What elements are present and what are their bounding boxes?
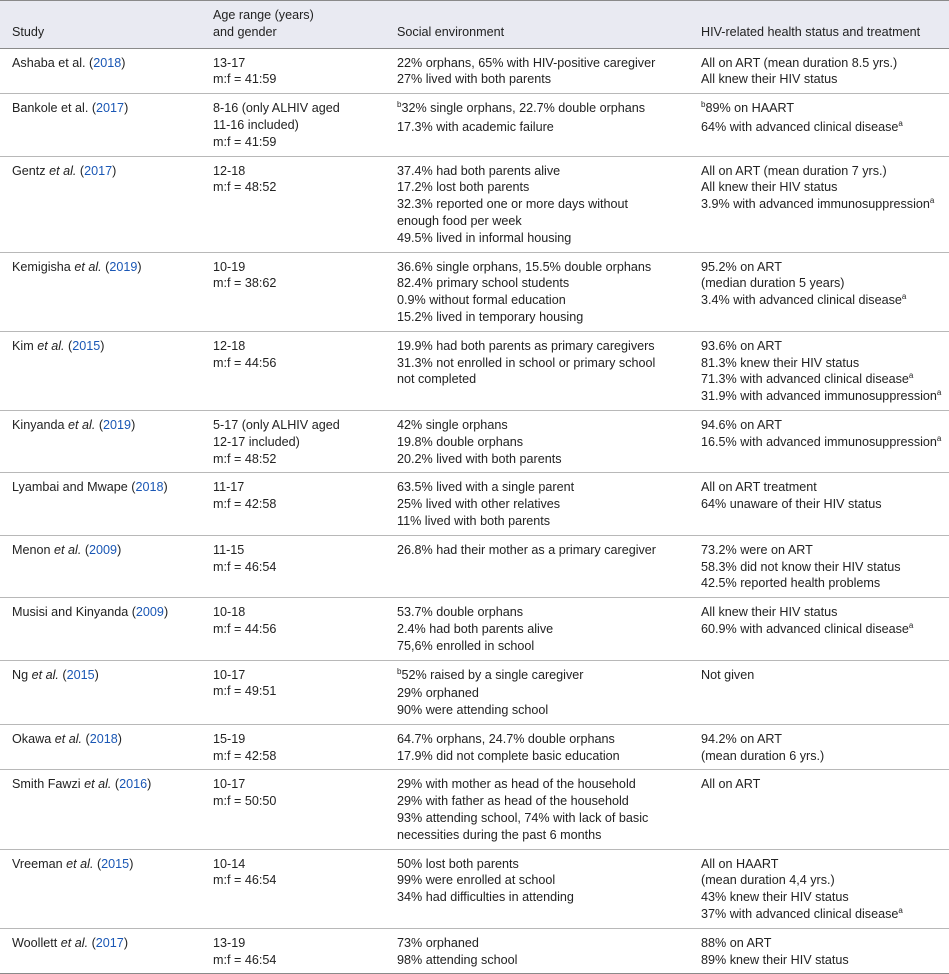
- footnote-a: a: [898, 905, 903, 915]
- footnote-a: a: [929, 195, 935, 205]
- footnote-a: a: [936, 387, 942, 397]
- social-cell: 37.4% had both parents alive 17.2% lost both parents 32.3% reported one or more days without enough food per week 49.5% lived in informal housing: [397, 163, 629, 245]
- hiv-cell: All on HAART (mean duration 4,4 yrs.) 43% knew their HIV status 37% with advanced clinical disease$^a$: [701, 856, 903, 922]
- footnote-a: a: [908, 620, 914, 630]
- year-link[interactable]: 2018: [93, 55, 122, 70]
- footnote-a: a: [901, 291, 907, 301]
- hiv-cell: 88% on ART 89% knew their HIV status: [701, 935, 849, 967]
- hiv-cell: 94.6% on ART 16.5% with advanced immunosuppression$^a$: [701, 417, 942, 449]
- table-row: [0, 331, 949, 410]
- footnote-b: b: [397, 666, 402, 676]
- year-link[interactable]: 2016: [119, 777, 148, 792]
- footnote-b: b: [701, 100, 706, 110]
- table-row: [0, 598, 949, 660]
- study-cell: Woollett et al. (2017): [12, 935, 129, 950]
- social-cell: 22% orphans, 65% with HIV-positive caregiver 27% lived with both parents: [397, 55, 656, 87]
- study-cell: Lyambai and Mwape (2018): [12, 480, 168, 495]
- social-cell: 36.6% single orphans, 15.5% double orphans 82.4% primary school students 0.9% without formal education 15.2% lived in temporary housing: [397, 259, 652, 324]
- age-cell: 12-18 m:f = 44:56: [213, 338, 277, 370]
- study-cell: Musisi and Kinyanda (2009): [12, 605, 169, 620]
- age-cell: 11-15 m:f = 46:54: [213, 542, 277, 574]
- social-cell: 73% orphaned 98% attending school: [397, 935, 518, 967]
- study-cell: Smith Fawzi et al. (2016): [12, 777, 152, 792]
- year-link[interactable]: 2015: [101, 856, 130, 871]
- study-cell: Kemigisha et al. (2019): [12, 259, 142, 274]
- age-cell: 10-14 m:f = 46:54: [213, 856, 277, 888]
- study-cell: Vreeman et al. (2015): [12, 856, 134, 871]
- year-link[interactable]: 2009: [89, 542, 118, 557]
- table-row: [0, 660, 949, 724]
- table-row: [0, 928, 949, 974]
- table-row: [0, 535, 949, 597]
- age-cell: 10-17 m:f = 50:50: [213, 777, 277, 809]
- study-cell: Menon et al. (2009): [12, 542, 122, 557]
- age-cell: 12-18 m:f = 48:52: [213, 163, 277, 195]
- year-link[interactable]: 2015: [72, 338, 101, 353]
- year-link[interactable]: 2017: [96, 101, 125, 116]
- table-row: [0, 770, 949, 849]
- table-row: [0, 473, 949, 535]
- study-cell: Kim et al. (2015): [12, 338, 105, 353]
- header-age-gender: Age range (years) and gender: [213, 8, 314, 39]
- age-cell: 11-17 m:f = 42:58: [213, 480, 277, 512]
- footnote-a: a: [936, 433, 942, 443]
- header-social-environment: Social environment: [397, 24, 505, 39]
- hiv-cell: 93.6% on ART 81.3% knew their HIV status 71.3% with advanced clinical disease$^a$ 31.9% with advanced immunosuppression$^a$: [701, 338, 942, 404]
- header-hiv-status: HIV-related health status and treatment: [701, 24, 921, 39]
- table-row: [0, 410, 949, 472]
- year-link[interactable]: 2017: [84, 163, 113, 178]
- age-cell: 15-19 m:f = 42:58: [213, 731, 277, 763]
- age-cell: 5-17 (only ALHIV aged 12-17 included) m:f = 48:52: [213, 417, 340, 466]
- hiv-cell: $^b$89% on HAART 64% with advanced clinical disease$^a$: [701, 100, 903, 134]
- study-cell: Gentz et al. (2017): [12, 163, 117, 178]
- study-cell: Kinyanda et al. (2019): [12, 417, 136, 432]
- age-cell: 10-17 m:f = 49:51: [213, 667, 277, 699]
- table-row: [0, 94, 949, 156]
- age-cell: 8-16 (only ALHIV aged 11-16 included) m:f = 41:59: [213, 101, 340, 149]
- hiv-cell: All knew their HIV status 60.9% with advanced clinical disease$^a$: [701, 605, 914, 636]
- age-cell: 10-18 m:f = 44:56: [213, 605, 277, 636]
- social-cell: $^b$32% single orphans, 22.7% double orphans 17.3% with academic failure: [397, 100, 646, 134]
- social-cell: 64.7% orphans, 24.7% double orphans 17.9% did not complete basic education: [397, 731, 620, 763]
- year-link[interactable]: 2018: [135, 480, 164, 495]
- table-header-row: [0, 1, 949, 49]
- social-cell: $^b$52% raised by a single caregiver 29% orphaned 90% were attending school: [397, 666, 584, 718]
- study-cell: Okawa et al. (2018): [12, 731, 122, 746]
- social-cell: 42% single orphans 19.8% double orphans 20.2% lived with both parents: [397, 417, 562, 466]
- hiv-cell: 95.2% on ART (median duration 5 years) 3.4% with advanced clinical disease$^a$: [701, 259, 907, 308]
- social-cell: 29% with mother as head of the household 29% with father as head of the household 93% attending school, 74% with lack of basic necessities during the past 6 months: [397, 777, 649, 842]
- table-row: [0, 724, 949, 770]
- study-cell: Ng et al. (2015): [12, 667, 99, 682]
- social-cell: 50% lost both parents 99% were enrolled at school 34% had difficulties in attending: [397, 856, 574, 905]
- hiv-cell: Not given: [701, 667, 755, 682]
- year-link[interactable]: 2019: [103, 417, 132, 432]
- header-study: Study: [12, 24, 45, 39]
- social-cell: 53.7% double orphans 2.4% had both parents alive 75,6% enrolled in school: [397, 605, 554, 653]
- year-link[interactable]: 2009: [135, 605, 164, 620]
- year-link[interactable]: 2015: [66, 667, 95, 682]
- age-cell: 13-17 m:f = 41:59: [213, 55, 277, 87]
- hiv-cell: All on ART (mean duration 8.5 yrs.) All knew their HIV status: [701, 55, 898, 87]
- table-row: [0, 252, 949, 331]
- footnote-a: a: [908, 371, 914, 381]
- age-cell: 13-19 m:f = 46:54: [213, 935, 277, 967]
- table-row: [0, 48, 949, 94]
- social-cell: 63.5% lived with a single parent 25% lived with other relatives 11% lived with both parents: [397, 480, 575, 528]
- social-cell: 26.8% had their mother as a primary caregiver: [397, 542, 656, 557]
- hiv-cell: All on ART: [701, 777, 761, 792]
- hiv-cell: All on ART (mean duration 7 yrs.) All knew their HIV status 3.9% with advanced immunosuppression$^a$: [701, 163, 935, 212]
- table-row: [0, 849, 949, 928]
- footnote-b: b: [397, 100, 402, 110]
- hiv-cell: 94.2% on ART (mean duration 6 yrs.): [701, 731, 825, 763]
- table-row: [0, 156, 949, 252]
- year-link[interactable]: 2019: [109, 259, 138, 274]
- study-cell: Ashaba et al. (2018): [12, 55, 126, 70]
- year-link[interactable]: 2017: [95, 935, 124, 950]
- year-link[interactable]: 2018: [89, 731, 118, 746]
- hiv-cell: All on ART treatment 64% unaware of their HIV status: [701, 480, 882, 512]
- age-cell: 10-19 m:f = 38:62: [213, 259, 277, 291]
- footnote-a: a: [898, 118, 903, 128]
- study-cell: Bankole et al. (2017): [12, 101, 129, 116]
- hiv-cell: 73.2% were on ART 58.3% did not know their HIV status 42.5% reported health problems: [701, 542, 901, 591]
- social-cell: 19.9% had both parents as primary caregivers 31.3% not enrolled in school or primary school not completed: [397, 338, 656, 387]
